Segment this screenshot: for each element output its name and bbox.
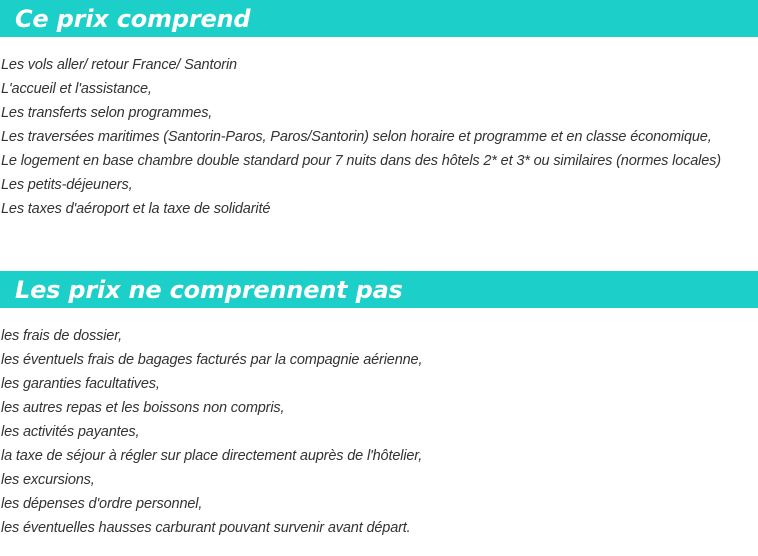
- excluded-section: [0, 271, 758, 540]
- included-item: L'accueil et l'assistance,: [1, 81, 152, 97]
- included-item: Les transferts selon programmes,: [1, 105, 213, 121]
- included-list: [0, 53, 758, 221]
- excluded-item: les excursions,: [1, 472, 95, 488]
- excluded-title: Les prix ne comprennent pas: [15, 275, 403, 304]
- excluded-header: [0, 271, 758, 308]
- excluded-item: les éventuels frais de bagages facturés par la compagnie aérienne,: [1, 352, 423, 368]
- included-header: [0, 0, 758, 37]
- excluded-list: [0, 324, 758, 540]
- excluded-item: les activités payantes,: [1, 424, 140, 440]
- included-item: Le logement en base chambre double standard pour 7 nuits dans des hôtels 2* et 3* ou similaires (normes locales): [1, 153, 721, 169]
- excluded-item: les garanties facultatives,: [1, 376, 160, 392]
- excluded-item: la taxe de séjour à régler sur place directement auprès de l'hôtelier,: [1, 448, 423, 464]
- included-item: Les vols aller/ retour France/ Santorin: [1, 57, 237, 73]
- included-title: Ce prix comprend: [15, 4, 251, 33]
- included-section: [0, 0, 758, 221]
- included-item: Les taxes d'aéroport et la taxe de solidarité: [1, 201, 271, 217]
- excluded-item: les éventuelles hausses carburant pouvant survenir avant départ.: [1, 520, 411, 536]
- excluded-item: les frais de dossier,: [1, 328, 122, 344]
- included-item: Les petits-déjeuners,: [1, 177, 133, 193]
- excluded-item: les autres repas et les boissons non compris,: [1, 400, 285, 416]
- excluded-item: les dépenses d'ordre personnel,: [1, 496, 203, 512]
- included-item: Les traversées maritimes (Santorin-Paros, Paros/Santorin) selon horaire et programme et en classe économique,: [1, 129, 712, 145]
